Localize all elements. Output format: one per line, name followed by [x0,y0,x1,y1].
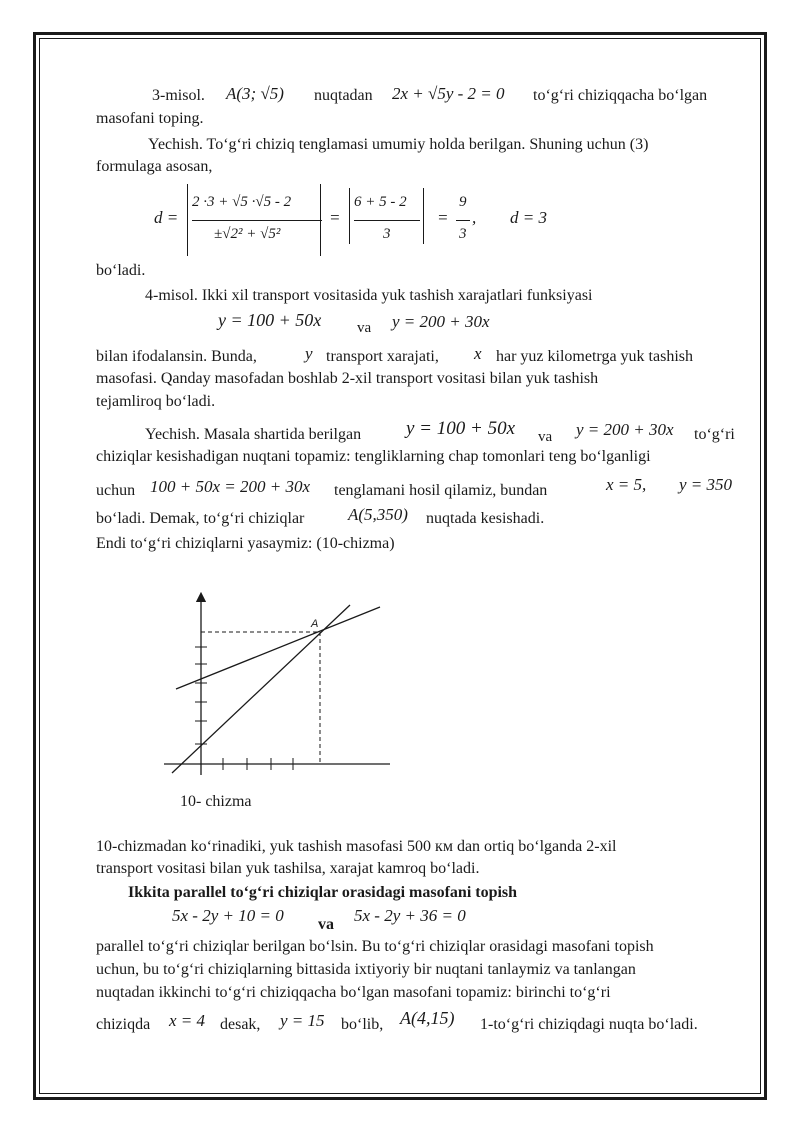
formula-denominator: ±√2² + √5² [214,226,281,242]
section-va: va [318,916,334,933]
abs-bar-right-1 [320,184,321,256]
example-4-title: 4-misol. Ikki xil transport vositasida yuk tashish xarajatlari funksiyasi [145,287,593,304]
conclusion-line2: transport vositasi bilan yuk tashilsa, xarajat kamroq bo‘ladi. [96,860,480,877]
example-4-va: va [357,320,372,336]
example-4-s1-b: to‘g‘ri [694,426,735,443]
abs-bar-left-1 [187,184,188,256]
example-3-text-rest: to‘g‘ri chiziqqacha bo‘lgan [533,87,708,104]
section-t4-x: x = 4 [169,1011,206,1030]
example-4-p1-line1 [96,344,743,370]
example-4-p1-y: y [305,344,313,363]
example-4-p1-b: transport xarajati, [326,348,439,365]
formula-numerator: 2 ·3 + √5 ·√5 - 2 [192,194,292,210]
line-y-200-30x [176,607,380,689]
fraction-bar-1 [192,220,322,221]
section-text-3: nuqtadan ikkinchi to‘g‘ri chiziqqacha bo‘lgan masofani topamiz: birinchi to‘g‘ri [96,984,611,1001]
fraction-bar-2 [354,220,420,221]
example-4-s1-a: Yechish. Masala shartida berilgan [145,426,362,443]
example-3-solution-2: formulaga asosan, [96,158,213,175]
section-t4-d: 1-to‘g‘ri chiziqdagi nuqta bo‘ladi. [480,1016,698,1033]
example-3-line2: masofani toping. [96,110,204,127]
example-4-s4-point: A(5,350) [348,505,408,524]
example-3-solution-1: Yechish. To‘g‘ri chiziq tenglamasi umumiy holda berilgan. Shuning uchun (3) [148,136,649,153]
example-4-s3-b: tenglamani hosil qilamiz, bundan [334,482,548,499]
section-t4-b: desak, [220,1016,261,1033]
example-4-s4 [96,502,743,530]
abs-bar-right-2 [423,188,424,244]
example-4-s1-eq2: y = 200 + 30x [576,420,674,439]
formula-numerator-2: 6 + 5 - 2 [354,194,407,210]
example-4-s4-b: nuqtada kesishadi. [426,510,545,527]
example-3-line-equation: 2x + √5y - 2 = 0 [392,84,505,103]
example-4-s3-eq: 100 + 50x = 200 + 30x [150,477,311,496]
conclusion-line1: 10-chizmadan ko‘rinadiki, yuk tashish masofasi 500 км dan ortiq bo‘lganda 2-xil [96,838,617,855]
section-text-2: uchun, bu to‘g‘ri chiziqlarning bittasida ixtiyoriy bir nuqtani tanlaymiz va tanlangan [96,961,636,978]
example-3-line1 [96,84,743,110]
example-4-s4-a: bo‘ladi. Demak, to‘g‘ri chiziqlar [96,510,305,527]
example-4-p1-x: x [474,344,482,363]
abs-bar-left-2 [349,188,350,244]
figure-10 [150,585,400,780]
example-4-p1-c: har yuz kilometrga yuk tashish [496,348,693,365]
example-4-s1-va: va [538,429,553,445]
example-4-eq2: y = 200 + 30x [392,312,490,331]
example-4-eq1: y = 100 + 50x [218,310,322,330]
example-4-s3 [96,474,743,502]
section-eq1: 5x - 2y + 10 = 0 [172,906,284,925]
example-3-title: 3-misol. [152,87,205,104]
example-4-s3-a: uchun [96,482,136,499]
example-3-point: A(3; √5) [226,84,284,103]
example-4-s2: chiziqlar kesishadigan nuqtani topamiz: tengliklarning chap tomonlari teng bo‘lganligi [96,448,651,465]
example-4-s3-y: y = 350 [679,475,733,494]
point-a-label: A [311,618,319,630]
example-4-p1-a: bilan ifodalansin. Bunda, [96,348,257,365]
section-equations [96,904,743,934]
section-text-4 [96,1008,743,1036]
formula-eq-2: = [437,208,449,227]
formula-result: d = 3 [510,208,547,227]
example-3-text-from: nuqtadan [314,87,373,104]
formula-d: d = [154,208,179,227]
example-4-p1-line2: masofasi. Qanday masofadan boshlab 2-xil transport vositasi bilan yuk tashish [96,370,599,387]
example-4-s3-x: x = 5, [606,475,647,494]
section-eq2: 5x - 2y + 36 = 0 [354,906,466,925]
distance-formula [96,184,743,260]
section-t4-y: y = 15 [280,1011,325,1030]
example-4-s1 [96,418,743,446]
fraction-bar-3 [456,220,470,221]
example-4-s1-eq1: y = 100 + 50x [406,418,516,439]
example-4-p1-line3: tejamliroq bo‘ladi. [96,393,216,410]
section-text-1: parallel to‘g‘ri chiziqlar berilgan bo‘lsin. Bu to‘g‘ri chiziqlar orasidagi masofani topish [96,938,654,955]
formula-numerator-3: 9 [459,194,467,210]
figure-caption: 10- chizma [180,793,252,810]
section-t4-a: chiziqda [96,1016,151,1033]
section-t4-c: bo‘lib, [341,1016,384,1033]
example-4-equations [96,310,743,338]
formula-eq-1: = [329,208,341,227]
formula-comma: , [472,208,477,227]
example-4-s5: Endi to‘g‘ri chiziqlarni yasaymiz: (10-chizma) [96,535,395,552]
section-heading: Ikkita parallel to‘g‘ri chiziqlar orasidagi masofani topish [128,884,518,901]
section-t4-point: A(4,15) [400,1008,455,1028]
formula-denominator-2: 3 [383,226,391,242]
example-3-after: bo‘ladi. [96,262,146,279]
formula-denominator-3: 3 [459,226,467,242]
